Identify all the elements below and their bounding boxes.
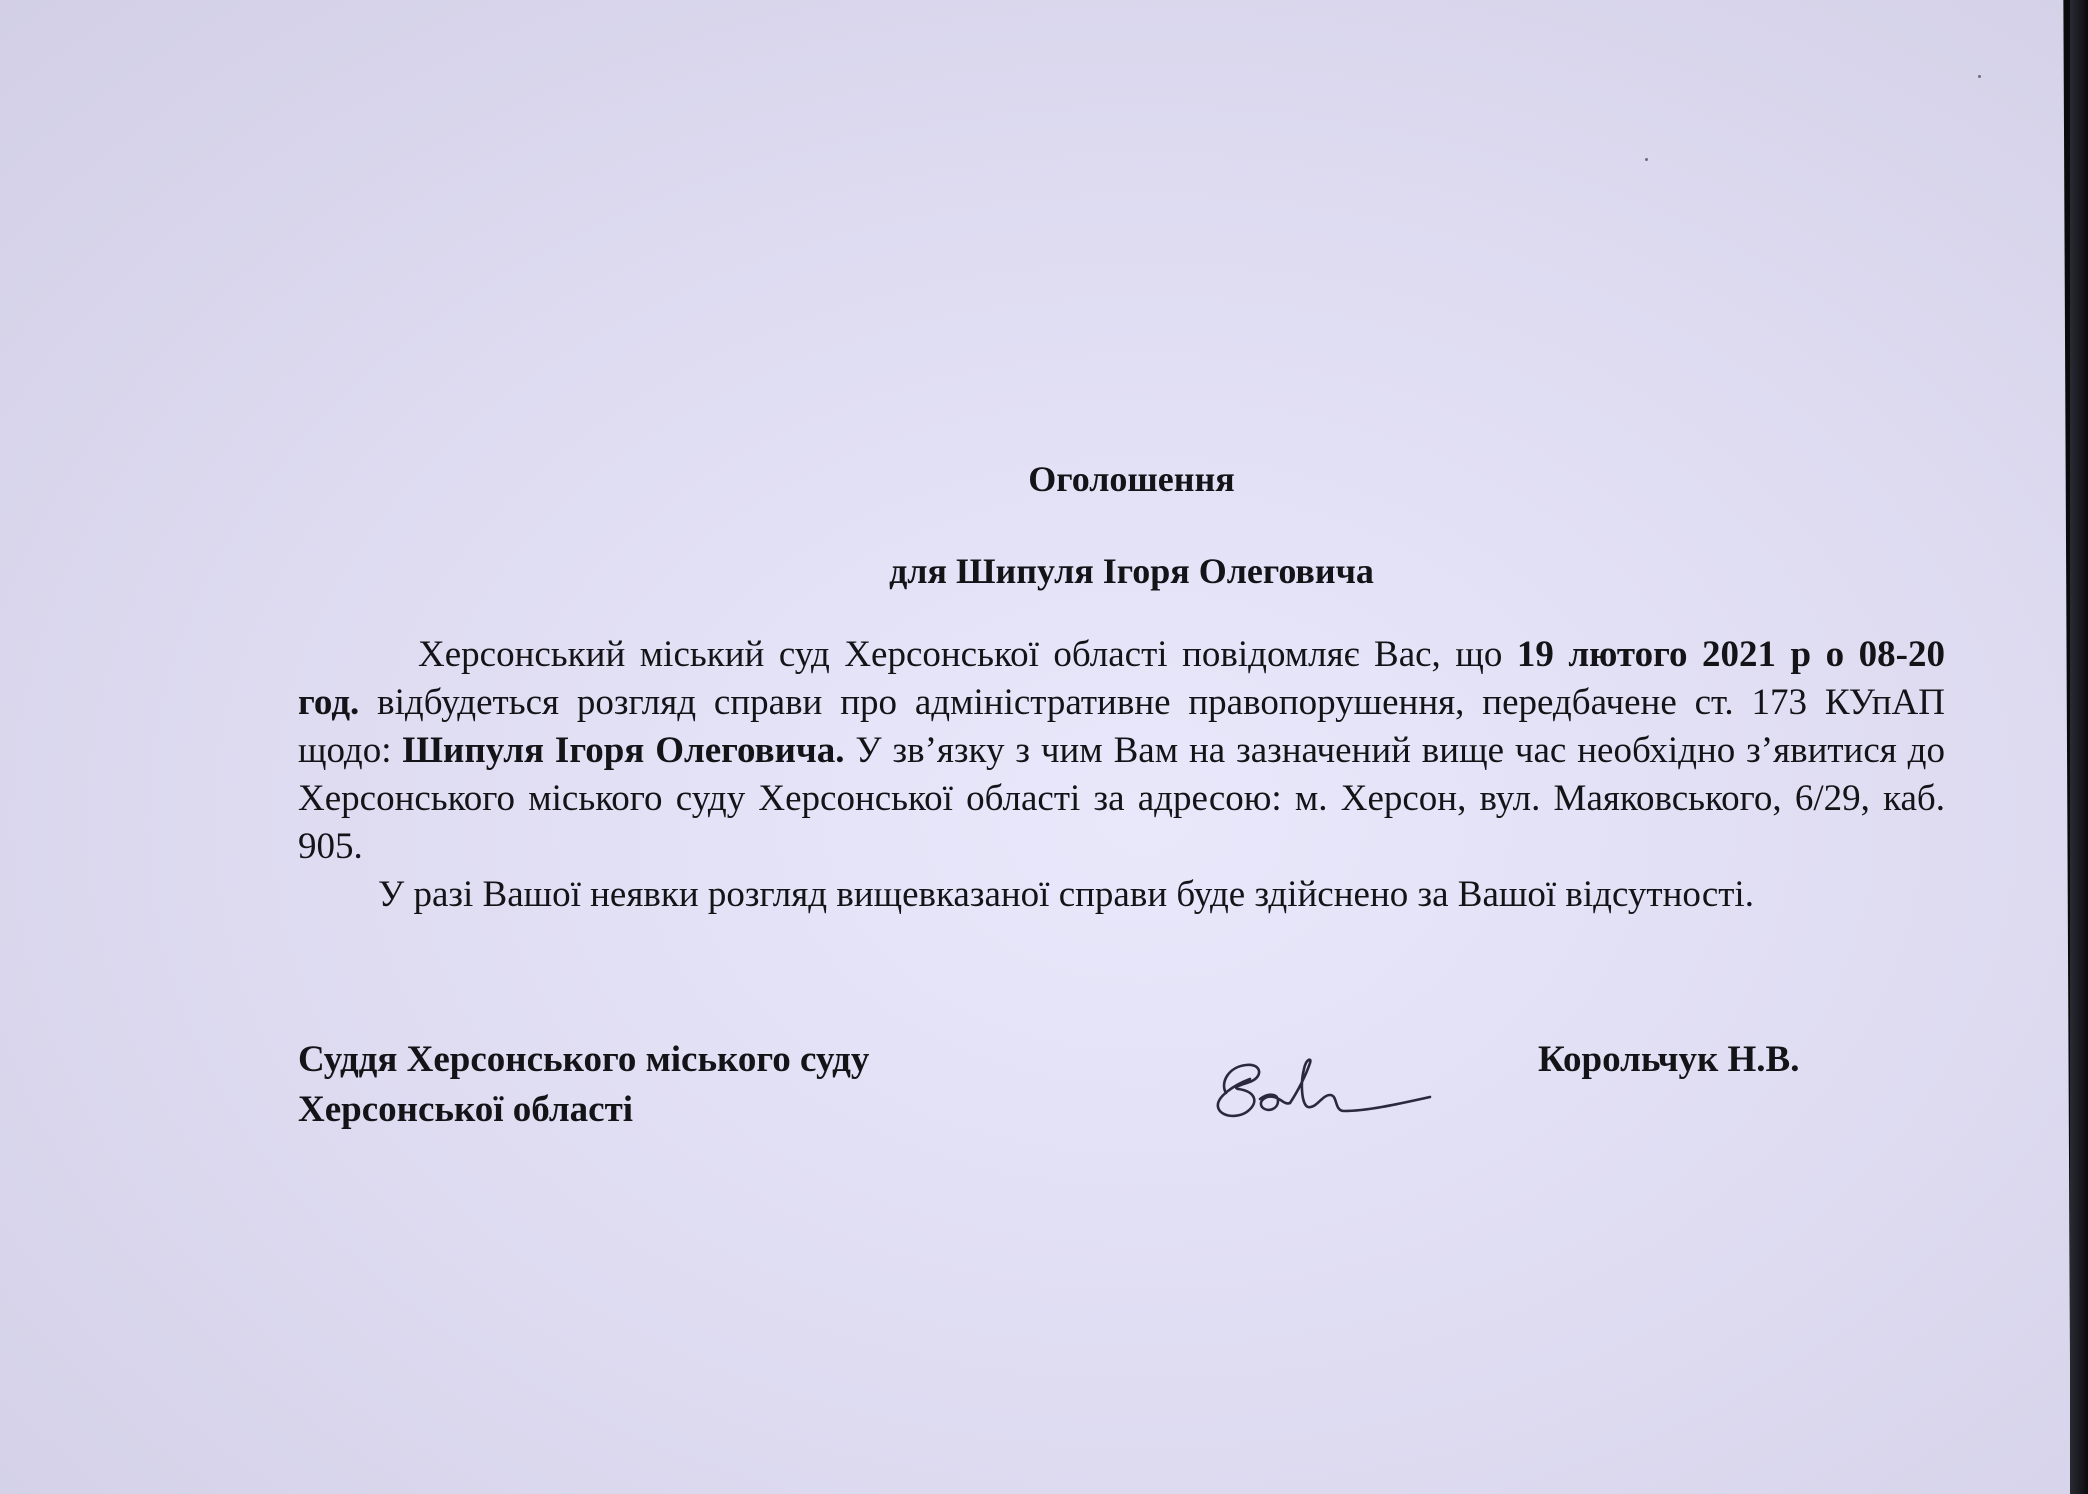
- judge-name: Корольчук Н.В.: [1538, 1039, 1800, 1080]
- paper-speck: [1645, 158, 1648, 161]
- signature-block: [298, 1035, 1945, 1175]
- announcement-body: [298, 455, 1945, 919]
- paragraph-text: Херсонський міський суд Херсонської області повідомляє Вас, що: [418, 634, 1517, 675]
- judge-title: [298, 1035, 869, 1135]
- absence-paragraph: У разі Вашої неявки розгляд вищевказаної справи буде здійснено за Вашої відсутності.: [378, 874, 1754, 915]
- defendant-name: Шипуля Ігоря Олеговича.: [402, 730, 845, 771]
- document-subtitle: для Шипуля Ігоря Олеговича: [889, 551, 1374, 591]
- paragraph-text: відбудеться розгляд справи про адміністративне правопорушення, передбачене ст. 173 КУпАП щодо:: [298, 682, 1945, 771]
- document-title: Оголошення: [1028, 459, 1235, 499]
- paragraph-text: У зв’язку з чим Вам на зазначений вище час необхідно з’явитися до Херсонського міського суду Херсонської області за адресою: м. Херсон, вул. Маяковського, 6/29, каб. 905.: [298, 730, 1945, 867]
- judge-title-line: Суддя Херсонського міського суду: [298, 1039, 870, 1080]
- hearing-datetime: 19 лютого 2021 р о 08-20 год.: [298, 634, 1945, 723]
- handwritten-signature: [1198, 1035, 1438, 1145]
- main-paragraph: [298, 631, 1945, 871]
- paper-speck: [1978, 75, 1981, 78]
- judge-title-line: Херсонської області: [298, 1089, 634, 1130]
- background-edge: [2070, 0, 2088, 1494]
